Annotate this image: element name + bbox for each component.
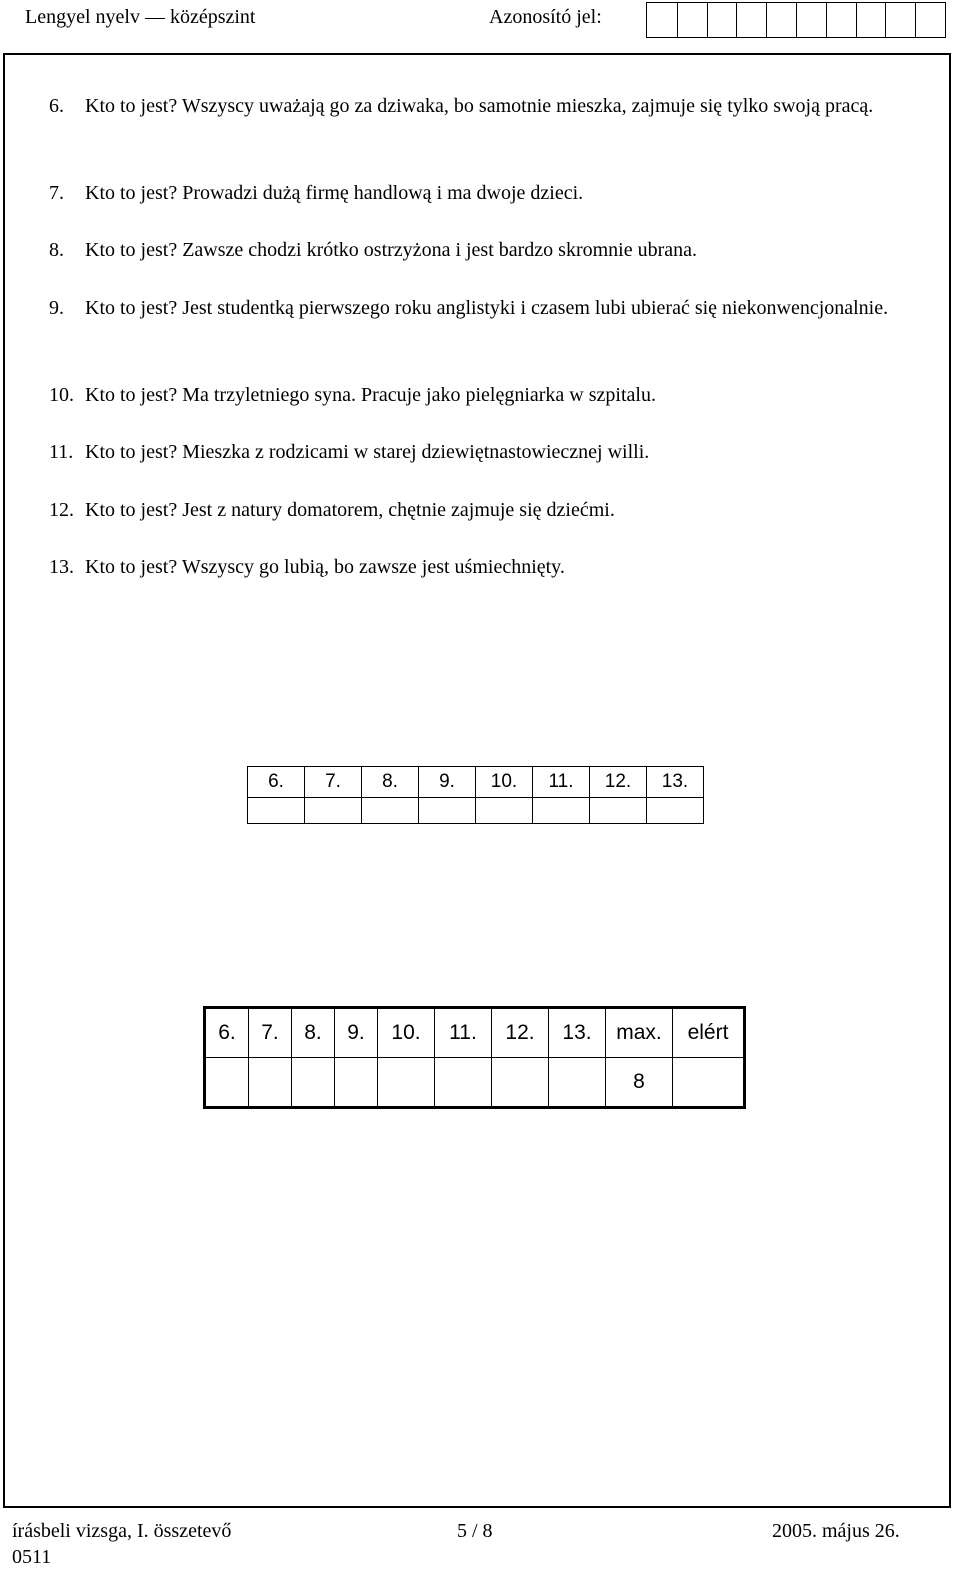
answer-cell[interactable] [533, 798, 590, 824]
question-number: 9. [49, 297, 64, 319]
id-box[interactable] [736, 3, 766, 37]
answer-header-cell: 9. [419, 767, 476, 798]
score-header-cell: 8. [292, 1008, 335, 1058]
answer-cell[interactable] [305, 798, 362, 824]
question-text: Kto to jest? Prowadzi dużą firmę handlową i ma dwoje dzieci. [85, 182, 584, 204]
score-cell[interactable] [335, 1058, 378, 1108]
question-10 [49, 380, 929, 410]
footer-code: 0511 [12, 1546, 52, 1568]
question-number: 7. [49, 182, 64, 204]
score-cell[interactable] [492, 1058, 549, 1108]
question-13 [49, 552, 929, 582]
score-cell[interactable] [378, 1058, 435, 1108]
footer-exam-part: írásbeli vizsga, I. összetevő [12, 1520, 232, 1542]
score-achieved-cell[interactable] [673, 1058, 745, 1108]
question-number: 6. [49, 95, 64, 117]
answer-cell[interactable] [362, 798, 419, 824]
score-header-cell: 12. [492, 1008, 549, 1058]
question-7 [49, 178, 929, 208]
question-number: 8. [49, 239, 64, 261]
answer-table-header-row [248, 767, 704, 798]
id-box[interactable] [796, 3, 826, 37]
answer-header-cell: 13. [647, 767, 704, 798]
answer-cell[interactable] [647, 798, 704, 824]
answer-header-cell: 7. [305, 767, 362, 798]
answer-header-cell: 12. [590, 767, 647, 798]
id-box[interactable] [915, 3, 945, 37]
answer-table-input-row [248, 798, 704, 824]
score-table-input-row [205, 1058, 745, 1108]
id-box[interactable] [707, 3, 737, 37]
score-header-cell: 13. [549, 1008, 606, 1058]
answer-cell[interactable] [248, 798, 305, 824]
question-11 [49, 437, 929, 467]
header-subject: Lengyel nyelv — középszint [25, 6, 256, 28]
score-table [203, 1006, 746, 1109]
score-max-value: 8 [606, 1058, 673, 1108]
question-text: Kto to jest? Wszyscy uważają go za dziwaka, bo samotnie mieszka, zajmuje się tylko swoją pracą. [85, 95, 874, 117]
score-cell[interactable] [205, 1058, 249, 1108]
question-6 [49, 91, 929, 121]
score-achieved-header: elért [673, 1008, 745, 1058]
question-text: Kto to jest? Zawsze chodzi krótko ostrzyżona i jest bardzo skromnie ubrana. [85, 239, 698, 261]
answer-header-cell: 6. [248, 767, 305, 798]
question-text: Kto to jest? Jest z natury domatorem, chętnie zajmuje się dziećmi. [85, 499, 615, 521]
score-cell[interactable] [435, 1058, 492, 1108]
answer-header-cell: 11. [533, 767, 590, 798]
answer-cell[interactable] [419, 798, 476, 824]
question-text: Kto to jest? Ma trzyletniego syna. Pracuje jako pielęgniarka w szpitalu. [85, 384, 656, 406]
question-number: 11. [49, 441, 74, 463]
question-number: 12. [49, 499, 74, 521]
score-header-cell: 9. [335, 1008, 378, 1058]
score-cell[interactable] [292, 1058, 335, 1108]
question-text: Kto to jest? Jest studentką pierwszego roku anglistyki i czasem lubi ubierać się niekonwencjonalnie. [85, 297, 889, 319]
id-box[interactable] [826, 3, 856, 37]
score-header-cell: 7. [249, 1008, 292, 1058]
answer-cell[interactable] [476, 798, 533, 824]
footer-page-number: 5 / 8 [457, 1520, 493, 1542]
id-box[interactable] [885, 3, 915, 37]
score-header-cell: 10. [378, 1008, 435, 1058]
answer-header-cell: 10. [476, 767, 533, 798]
id-box[interactable] [766, 3, 796, 37]
footer-date: 2005. május 26. [772, 1520, 900, 1542]
score-cell[interactable] [249, 1058, 292, 1108]
answer-cell[interactable] [590, 798, 647, 824]
question-number: 13. [49, 556, 74, 578]
question-8 [49, 235, 929, 265]
question-12 [49, 495, 929, 525]
id-box[interactable] [856, 3, 886, 37]
question-9 [49, 293, 929, 323]
score-table-header-row [205, 1008, 745, 1058]
score-cell[interactable] [549, 1058, 606, 1108]
id-input-boxes[interactable] [646, 2, 946, 38]
question-text: Kto to jest? Wszyscy go lubią, bo zawsze jest uśmiechnięty. [85, 556, 565, 578]
score-header-cell: 11. [435, 1008, 492, 1058]
answer-table [247, 766, 704, 824]
id-box[interactable] [647, 3, 677, 37]
score-max-header: max. [606, 1008, 673, 1058]
answer-header-cell: 8. [362, 767, 419, 798]
question-number: 10. [49, 384, 74, 406]
id-box[interactable] [677, 3, 707, 37]
header-id-label: Azonosító jel: [489, 6, 602, 28]
score-header-cell: 6. [205, 1008, 249, 1058]
question-text: Kto to jest? Mieszka z rodzicami w starej dziewiętnastowiecznej willi. [85, 441, 650, 463]
page-header [0, 0, 960, 40]
